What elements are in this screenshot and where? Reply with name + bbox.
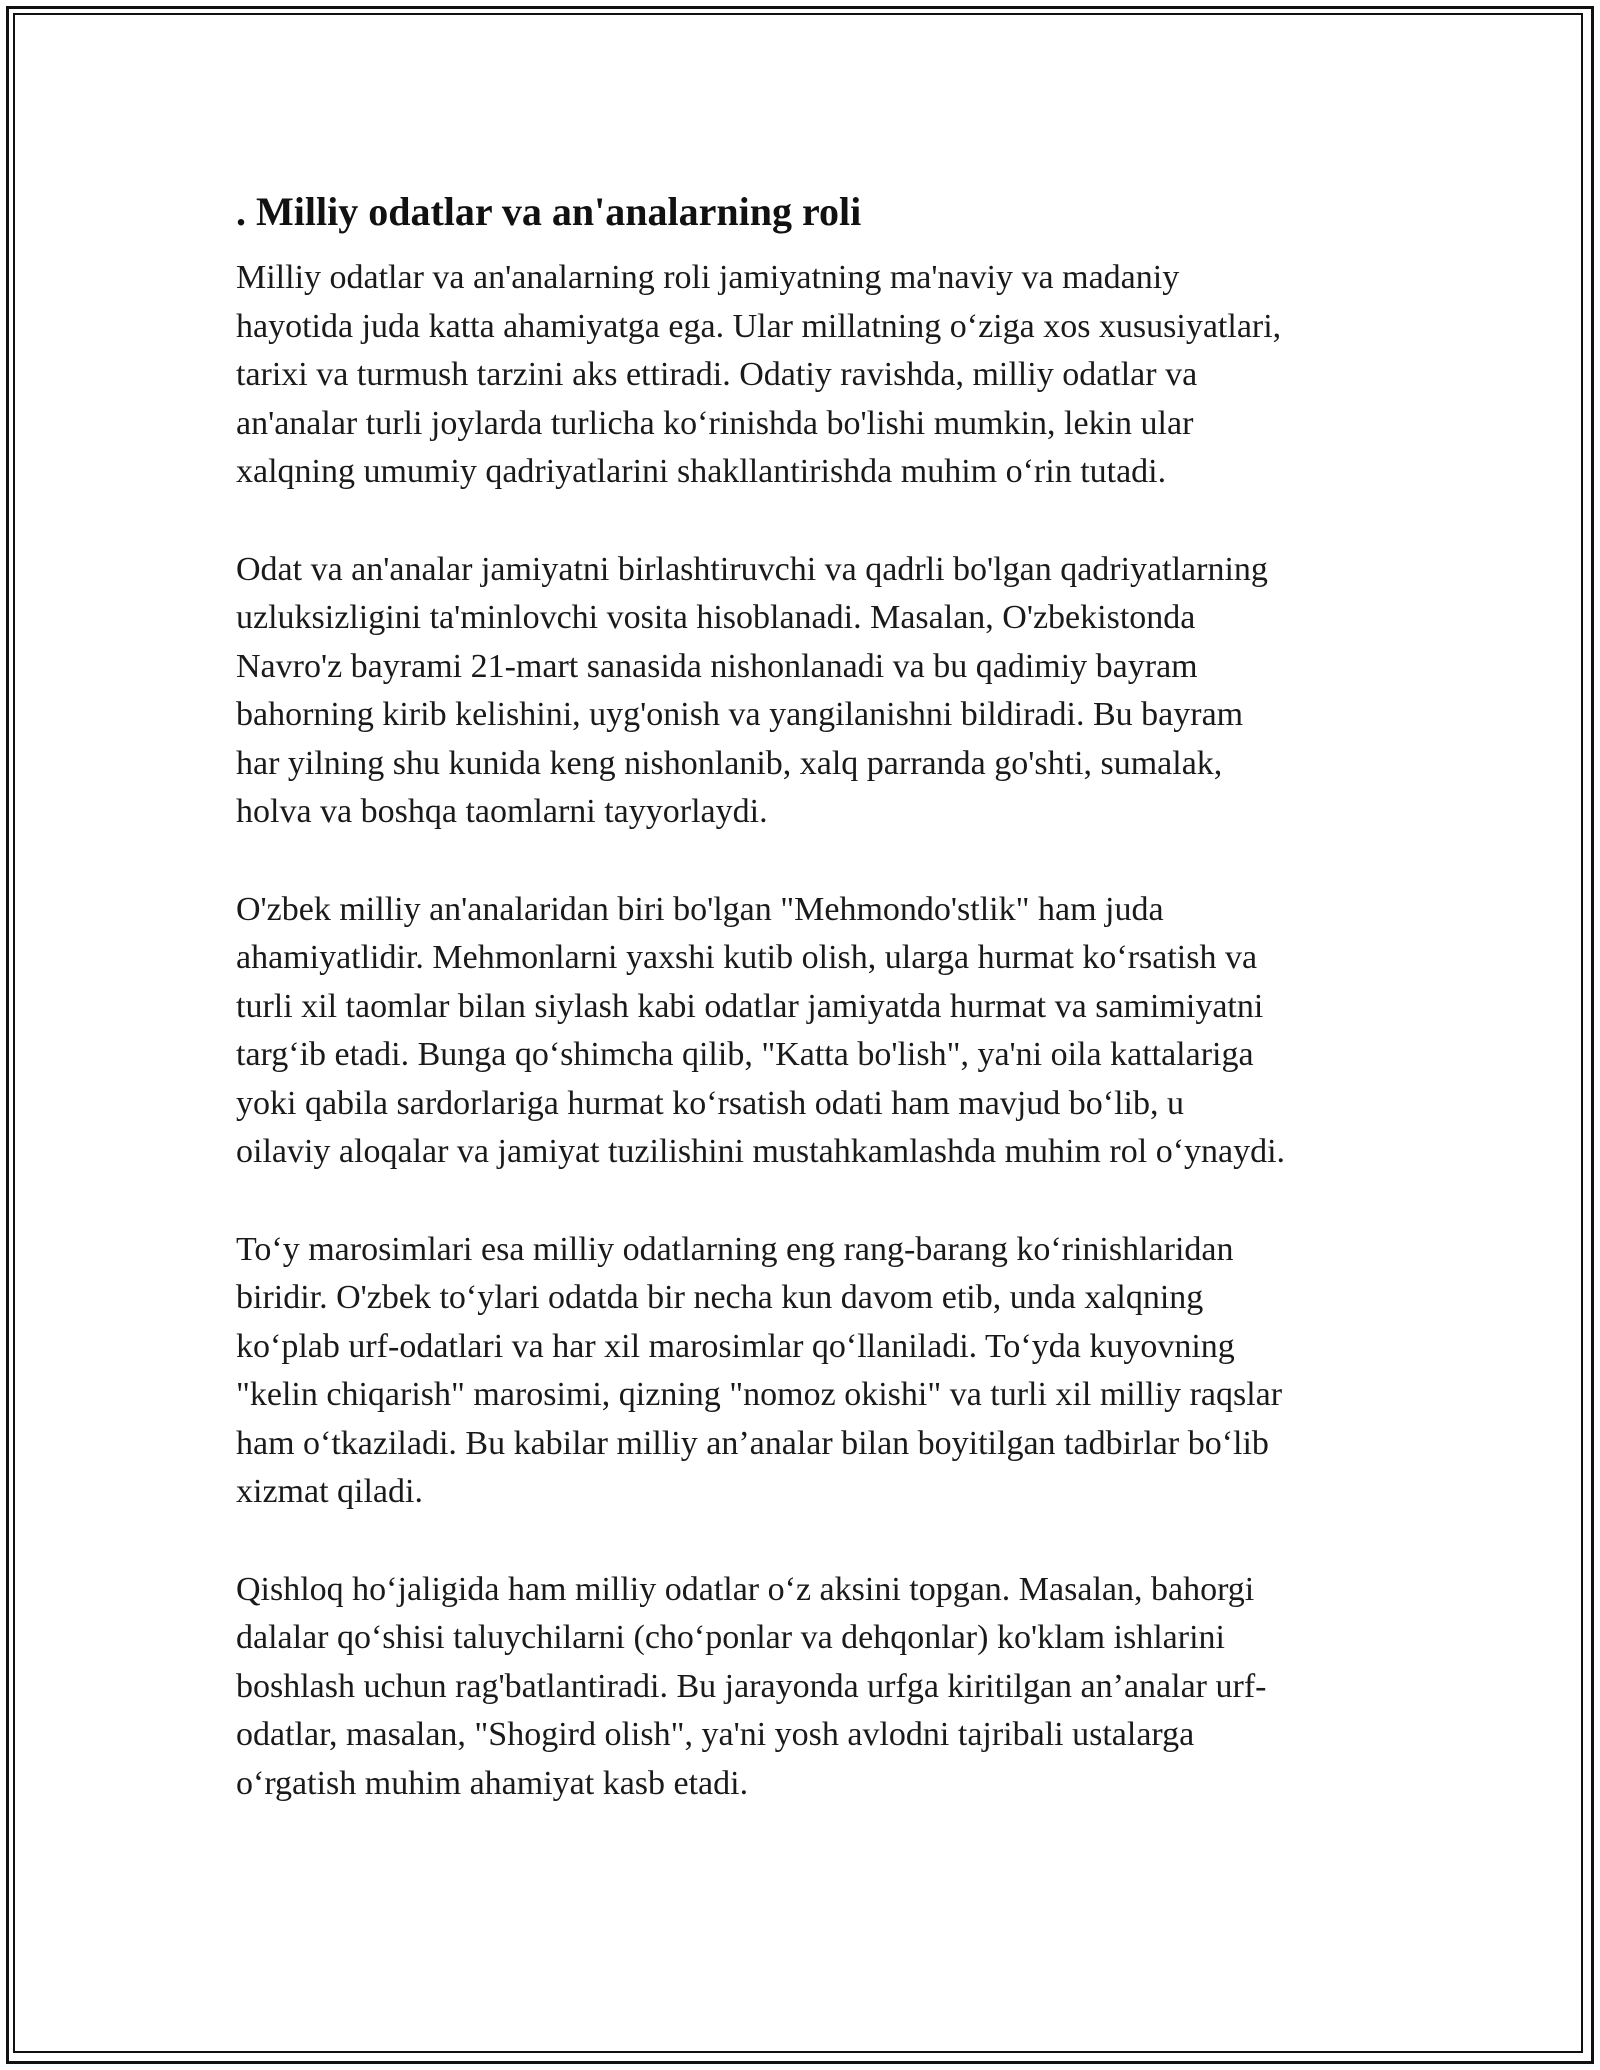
text-line: ahamiyatlidir. Mehmonlarni yaxshi kutib olish, ularga hurmat ko‘rsatish va <box>236 939 1258 976</box>
text-line: odatlar, masalan, "Shogird olish", ya'ni yosh avlodni tajribali ustalarga <box>236 1716 1195 1753</box>
paragraph-4 <box>236 1226 1376 1517</box>
text-line: uzluksizligini ta'minlovchi vosita hisoblanadi. Masalan, O'zbekistonda <box>236 599 1196 636</box>
text-line: ko‘plab urf-odatlari va har xil marosimlar qo‘llaniladi. To‘yda kuyovning <box>236 1327 1235 1365</box>
text-line: o‘rgatish muhim ahamiyat kasb etadi. <box>236 1764 749 1802</box>
text-line: tarixi va turmush tarzini aks ettiradi. Odatiy ravishda, milliy odatlar va <box>236 356 1198 393</box>
text-line: hayotida juda katta ahamiyatga ega. Ular millatning o‘ziga xos xususiyatlari, <box>236 307 1282 345</box>
text-line: Odat va an'analar jamiyatni birlashtiruvchi va qadrli bo'lgan qadriyatlarning <box>236 550 1268 588</box>
text-line: yoki qabila sardorlariga hurmat ko‘rsatish odati ham mavjud bo‘lib, u <box>236 1084 1184 1122</box>
text-line: xalqning umumiy qadriyatlarini shakllantirishda muhim o‘rin tutadi. <box>236 453 1167 490</box>
section-heading: . Milliy odatlar va an'analarning roli <box>236 189 862 234</box>
text-line: O'zbek milliy an'analaridan biri bo'lgan "Mehmondo'stlik" ham juda <box>236 890 1164 928</box>
text-line: Milliy odatlar va an'analarning roli jamiyatning ma'naviy va madaniy <box>236 259 1180 296</box>
document-body <box>236 184 1376 1857</box>
text-line: boshlash uchun rag'batlantiradi. Bu jarayonda urfga kiritilgan an’analar urf- <box>236 1667 1267 1705</box>
text-line: an'analar turli joylarda turlicha ko‘rinishda bo'lishi mumkin, lekin ular <box>236 404 1194 442</box>
text-line: holva va boshqa taomlarni tayyorlaydi. <box>236 793 768 830</box>
text-line: Qishloq ho‘jaligida ham milliy odatlar o‘z aksini topgan. Masalan, bahorgi <box>236 1570 1255 1608</box>
text-line: har yilning shu kunida keng nishonlanib, xalq parranda go'shti, sumalak, <box>236 744 1223 782</box>
paragraph-2 <box>236 546 1376 837</box>
text-line: bahorning kirib kelishini, uyg'onish va yangilanishni bildiradi. Bu bayram <box>236 696 1244 733</box>
text-line: ham o‘tkaziladi. Bu kabilar milliy an’analar bilan boyitilgan tadbirlar bo‘lib <box>236 1424 1269 1462</box>
text-line: xizmat qiladi. <box>236 1473 423 1510</box>
text-line: turli xil taomlar bilan siylash kabi odatlar jamiyatda hurmat va samimiyatni <box>236 987 1264 1025</box>
text-line: "kelin chiqarish" marosimi, qizning "nomoz okishi" va turli xil milliy raqslar <box>236 1376 1283 1413</box>
text-line: biridir. O'zbek to‘ylari odatda bir necha kun davom etib, unda xalqning <box>236 1279 1204 1316</box>
paragraph-1 <box>236 254 1376 497</box>
text-line: Navro'z bayrami 21-mart sanasida nishonlanadi va bu qadimiy bayram <box>236 647 1198 685</box>
paragraph-3 <box>236 886 1376 1177</box>
text-line: targ‘ib etadi. Bunga qo‘shimcha qilib, "Katta bo'lish", ya'ni oila kattalariga <box>236 1036 1254 1073</box>
text-line: dalalar qo‘shisi taluychilarni (cho‘ponlar va dehqonlar) ko'klam ishlarini <box>236 1619 1225 1656</box>
text-line: oilaviy aloqalar va jamiyat tuzilishini mustahkamlashda muhim rol o‘ynaydi. <box>236 1133 1286 1170</box>
text-line: To‘y marosimlari esa milliy odatlarning eng rang-barang ko‘rinishlaridan <box>236 1230 1234 1268</box>
paragraph-5 <box>236 1566 1376 1809</box>
